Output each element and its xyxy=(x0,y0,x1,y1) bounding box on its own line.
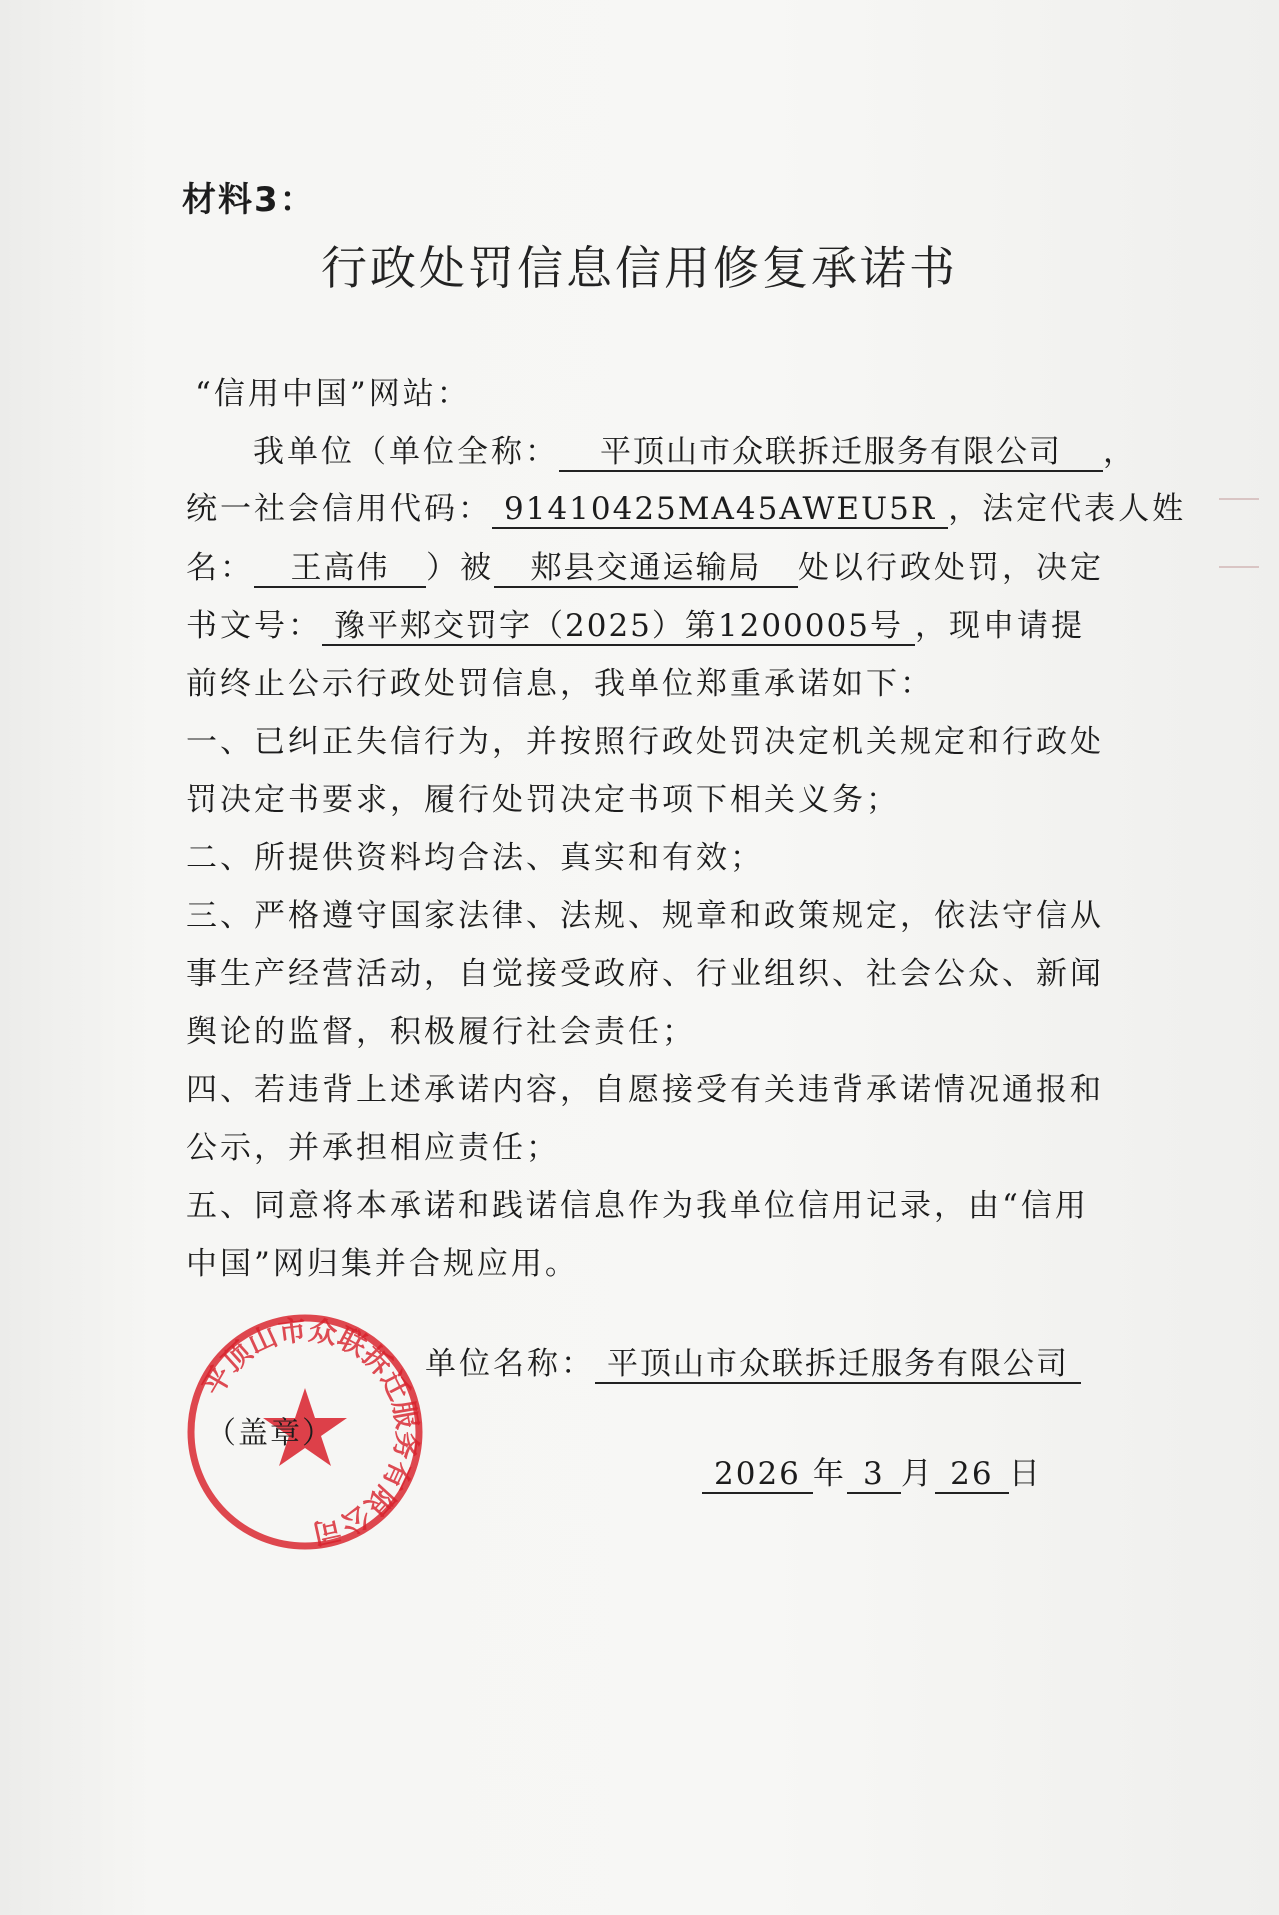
item-4-line-2: 公示，并承担相应责任； xyxy=(186,1130,560,1166)
item-3-line-3: 舆论的监督，积极履行社会责任； xyxy=(186,1014,696,1050)
addressee: “信用中国”网站： xyxy=(195,376,471,412)
seal-label: （盖章） xyxy=(206,1416,334,1451)
date-month: 3 xyxy=(847,1456,901,1494)
date-year: 2026 xyxy=(702,1456,813,1494)
para1-line2 xyxy=(186,489,1186,529)
code-prefix: 统一社会信用代码： xyxy=(186,491,492,527)
legal-rep-fill: 王高伟 xyxy=(254,550,426,588)
item-3-line-2: 事生产经营活动，自觉接受政府、行业组织、社会公众、新闻 xyxy=(186,956,1104,992)
para1-line5: 前终止公示行政处罚信息，我单位郑重承诺如下： xyxy=(186,666,934,702)
name-prefix: 名： xyxy=(186,550,254,586)
signature-date-line xyxy=(702,1454,1043,1494)
signature-unit-name: 平顶山市众联拆迁服务有限公司 xyxy=(595,1346,1081,1384)
item-2-line-1: 二、所提供资料均合法、真实和有效； xyxy=(186,840,764,876)
para1-line1 xyxy=(253,432,1137,472)
after-code: ，法定代表人姓 xyxy=(948,491,1187,527)
seal-text: 平顶山市众联拆迁服务有限公司 xyxy=(196,1313,424,1551)
decision-no-fill: 豫平郏交罚字（2025）第1200005号 xyxy=(322,608,915,646)
material-label: 材料3： xyxy=(182,180,316,220)
date-day-label: 日 xyxy=(1008,1456,1043,1492)
item-5-line-2: 中国”网归集并合规应用。 xyxy=(186,1246,579,1282)
item-4-line-1: 四、若违背上述承诺内容，自愿接受有关违背承诺情况通报和 xyxy=(186,1072,1104,1108)
item-1-line-1: 一、已纠正失信行为，并按照行政处罚决定机关规定和行政处 xyxy=(186,724,1104,760)
margin-mark xyxy=(1219,566,1259,568)
item-3-line-1: 三、严格遵守国家法律、法规、规章和政策规定，依法守信从 xyxy=(186,898,1104,934)
date-year-label: 年 xyxy=(812,1456,847,1492)
item-5-line-1: 五、同意将本承诺和践诺信息作为我单位信用记录，由“信用 xyxy=(186,1188,1089,1224)
date-day: 26 xyxy=(935,1456,1009,1494)
date-month-label: 月 xyxy=(900,1456,935,1492)
item-1-line-2: 罚决定书要求，履行处罚决定书项下相关义务； xyxy=(186,782,900,818)
margin-mark xyxy=(1219,498,1259,500)
doc-prefix: 书文号： xyxy=(186,608,322,644)
after-doc: ，现申请提 xyxy=(914,608,1085,644)
authority-fill: 郏县交通运输局 xyxy=(494,550,798,588)
signature-unit-line xyxy=(425,1344,1081,1384)
after-name: ）被 xyxy=(426,550,494,586)
after-authority: 处以行政处罚，决定 xyxy=(798,550,1104,586)
para1-prefix: 我单位（单位全称： xyxy=(253,434,559,470)
para1-line4 xyxy=(186,606,1085,646)
unit-name-fill: 平顶山市众联拆迁服务有限公司 xyxy=(559,434,1103,472)
signature-unit-label: 单位名称： xyxy=(425,1346,595,1382)
document-title: 行政处罚信息信用修复承诺书 xyxy=(321,241,958,295)
para1-line3 xyxy=(186,548,1104,588)
para1-after-unit: ， xyxy=(1103,434,1137,470)
credit-code-fill: 91410425MA45AWEU5R xyxy=(492,491,948,529)
